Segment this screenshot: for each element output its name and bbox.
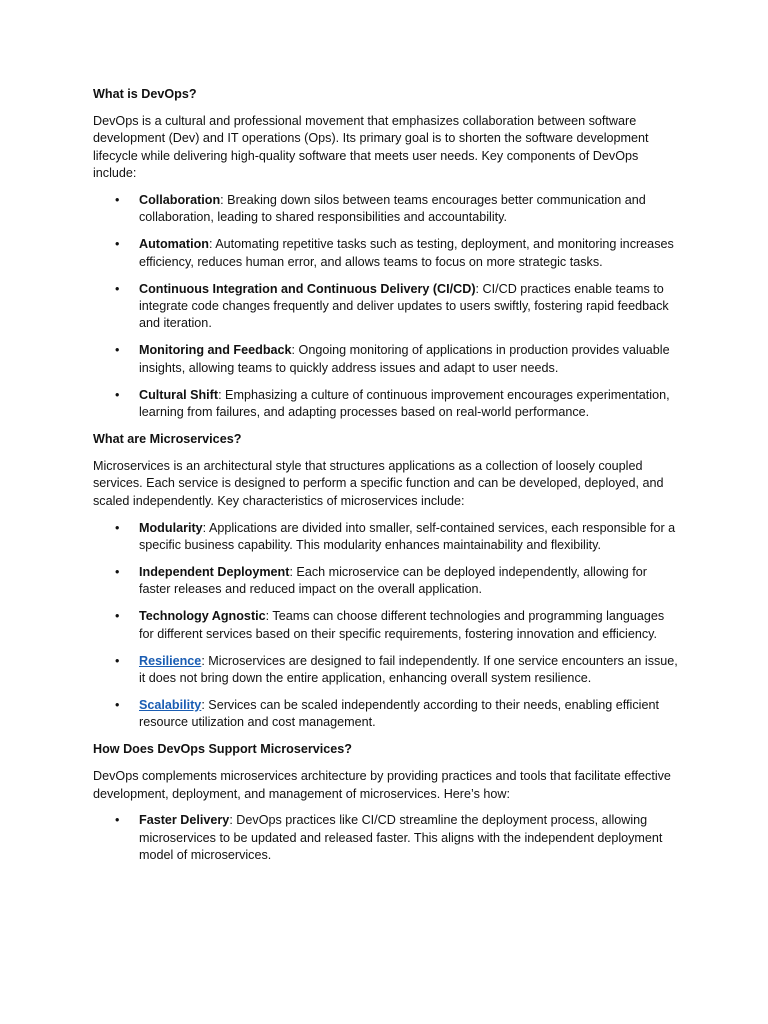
list-item-text: : Microservices are designed to fail independently. If one service encounters an issue, it does not bring down the entire application, enhancing overall system resilience. [139, 653, 678, 685]
bullet-list [93, 192, 678, 421]
list-item-text: : Ongoing monitoring of applications in production provides valuable insights, allowing teams to quickly address issues and adapt to user needs. [139, 343, 670, 375]
bullet-icon: • [115, 520, 120, 535]
scalability-link[interactable]: Scalability [139, 697, 202, 712]
resilience-link[interactable]: Resilience [139, 653, 202, 668]
list-item-term: Monitoring and Feedback [139, 343, 292, 358]
bullet-icon: • [115, 193, 120, 208]
list-item-term: Cultural Shift [139, 387, 219, 402]
bullet-icon: • [115, 564, 120, 579]
list-item-term: Independent Deployment [139, 564, 290, 579]
list-item [93, 564, 678, 599]
list-item-term: Automation [139, 237, 209, 252]
bullet-icon: • [115, 609, 120, 624]
list-item-text: : Emphasizing a culture of continuous improvement encourages experimentation, learning from failures, and adapting processes based on real-world performance. [139, 387, 670, 420]
list-item [93, 342, 678, 377]
section-intro: Microservices is an architectural style that structures applications as a collection of loosely coupled services. Each service is designed to perform a specific function and can be developed, deployed, and scaled independently. Key characteristics of microservices include: [93, 458, 664, 508]
list-item-text: : Breaking down silos between teams encourages better communication and collaboration, leading to shared responsibilities and accountability. [139, 193, 646, 225]
list-item-term: Collaboration [139, 193, 221, 208]
bullet-icon: • [115, 237, 120, 252]
bullet-icon: • [115, 387, 120, 402]
section-heading: How Does DevOps Support Microservices? [93, 742, 352, 757]
section-heading: What are Microservices? [93, 432, 242, 446]
list-item [93, 608, 678, 643]
section-intro: DevOps complements microservices architecture by providing practices and tools that facilitate effective development, deployment, and management of microservices. Here’s how: [93, 769, 671, 801]
bullet-list [93, 812, 678, 864]
bullet-icon: • [115, 697, 120, 712]
list-item-term: Modularity [139, 520, 203, 535]
list-item-text: : Teams can choose different technologies and programming languages for different services based on their specific requirements, fostering innovation and efficiency. [139, 609, 665, 641]
list-item [93, 192, 678, 227]
bullet-icon: • [115, 281, 120, 296]
list-item-term: Continuous Integration and Continuous Delivery (CI/CD) [139, 281, 476, 296]
list-item [93, 812, 678, 864]
list-item-term: Faster Delivery [139, 813, 230, 828]
list-item-text: : Applications are divided into smaller, self-contained services, each responsible for a specific business capability. This modularity enhances maintainability and flexibility. [139, 520, 676, 553]
list-item [93, 236, 678, 271]
document-page [93, 86, 678, 874]
list-item [93, 653, 678, 688]
list-item-term: Technology Agnostic [139, 609, 266, 624]
list-item [93, 281, 678, 333]
list-item [93, 387, 678, 422]
list-item-text: : Automating repetitive tasks such as testing, deployment, and monitoring increases efficiency, reduces human error, and allows teams to focus on more strategic tasks. [139, 237, 674, 269]
bullet-list [93, 520, 678, 732]
bullet-icon: • [115, 813, 120, 828]
list-item-text: : Services can be scaled independently according to their needs, enabling efficient resource utilization and cost management. [139, 697, 659, 730]
list-item [93, 520, 678, 555]
list-item [93, 697, 678, 732]
bullet-icon: • [115, 343, 120, 358]
list-item-text: : Each microservice can be deployed independently, allowing for faster releases and reduced impact on the overall application. [139, 564, 647, 597]
bullet-icon: • [115, 653, 120, 668]
section-intro: DevOps is a cultural and professional movement that emphasizes collaboration between software development (Dev) and IT operations (Ops). Its primary goal is to shorten the software development lifecycle while delivering high-quality software that meets user needs. Key components of DevOps include: [93, 113, 649, 181]
section-heading: What is DevOps? [93, 87, 197, 101]
list-item-text: : CI/CD practices enable teams to integrate code changes frequently and deliver updates to users swiftly, fostering rapid feedback and iteration. [139, 281, 669, 331]
list-item-text: : DevOps practices like CI/CD streamline the deployment process, allowing microservices to be updated and released faster. This aligns with the independent deployment model of microservices. [139, 813, 663, 863]
